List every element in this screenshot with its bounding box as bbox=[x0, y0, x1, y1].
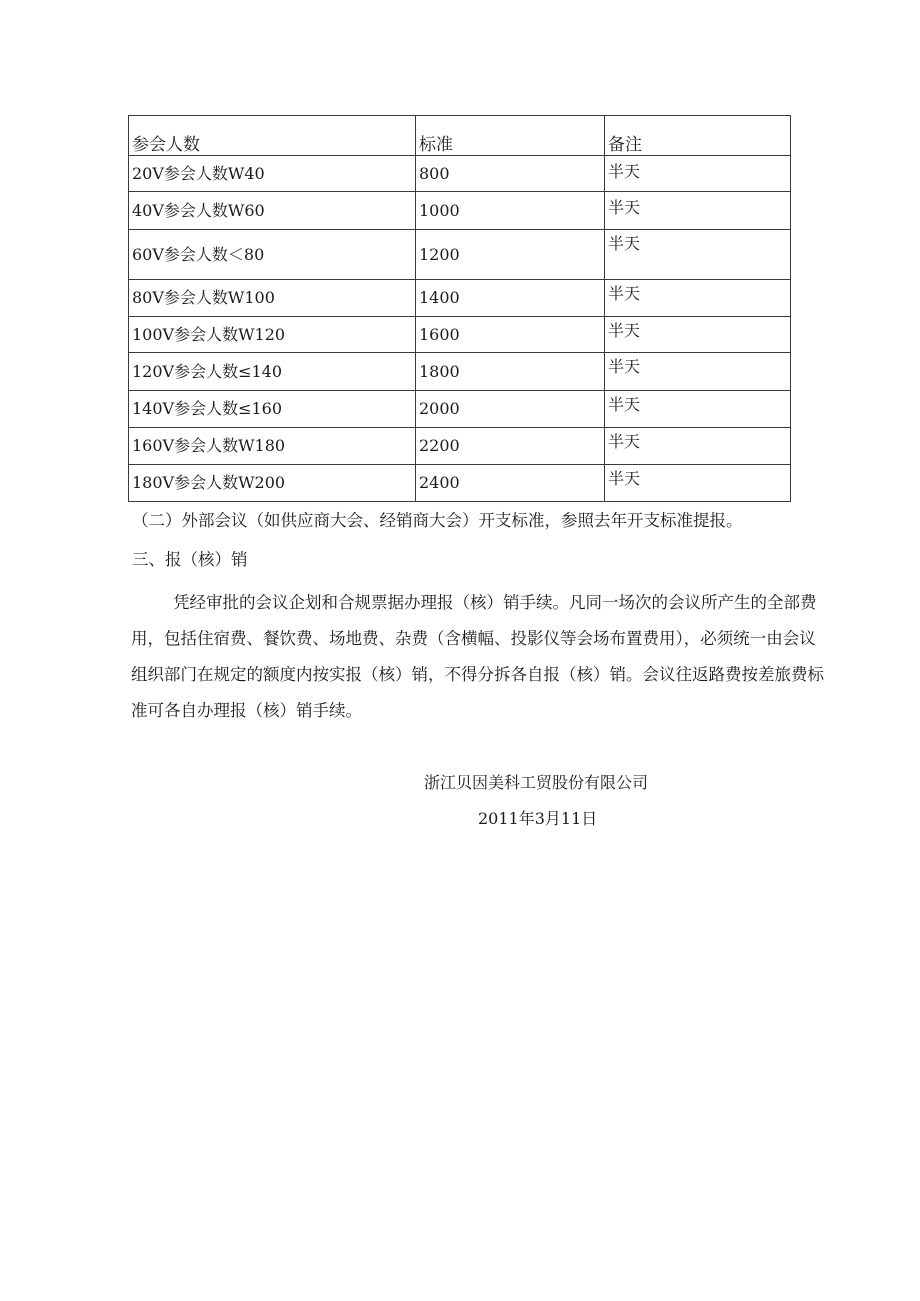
cell-note: 半天 bbox=[605, 428, 791, 465]
signature-company: 浙江贝因美科工贸股份有限公司 bbox=[424, 773, 649, 792]
cell-standard: 2000 bbox=[416, 391, 605, 428]
header-attendees: 参会人数 bbox=[129, 116, 416, 156]
cell-range: 120V参会人数≤140 bbox=[129, 353, 416, 391]
cell-note: 半天 bbox=[605, 156, 791, 192]
table-row bbox=[129, 230, 791, 280]
paragraph-line: 组织部门在规定的额度内按实报（核）销，不得分拆各自报（核）销。会议往返路费按差旅费标 bbox=[131, 665, 824, 684]
cell-standard: 1200 bbox=[416, 230, 605, 280]
cell-standard: 800 bbox=[416, 156, 605, 192]
header-note: 备注 bbox=[605, 116, 791, 156]
section-three-heading: 三、报（核）销 bbox=[132, 550, 248, 569]
cell-note: 半天 bbox=[605, 465, 791, 502]
cell-standard: 1800 bbox=[416, 353, 605, 391]
table-row bbox=[129, 465, 791, 502]
cell-standard: 1000 bbox=[416, 192, 605, 230]
cell-range: 140V参会人数≤160 bbox=[129, 391, 416, 428]
cell-note: 半天 bbox=[605, 317, 791, 353]
cell-range: 40V参会人数W60 bbox=[129, 192, 416, 230]
external-meeting-paragraph: （二）外部会议（如供应商大会、经销商大会）开支标准，参照去年开支标准提报。 bbox=[132, 511, 743, 530]
paragraph-line: 凭经审批的会议企划和合规票据办理报（核）销手续。凡同一场次的会议所产生的全部费 bbox=[173, 593, 817, 612]
meeting-standard-table bbox=[128, 115, 791, 502]
signature-date: 2011年3月11日 bbox=[478, 809, 598, 828]
cell-note: 半天 bbox=[605, 230, 791, 280]
cell-standard: 1400 bbox=[416, 280, 605, 317]
cell-range: 20V参会人数W40 bbox=[129, 156, 416, 192]
reimbursement-paragraph bbox=[131, 585, 824, 729]
cell-note: 半天 bbox=[605, 280, 791, 317]
cell-note: 半天 bbox=[605, 391, 791, 428]
cell-note: 半天 bbox=[605, 353, 791, 391]
table-row bbox=[129, 391, 791, 428]
cell-standard: 2400 bbox=[416, 465, 605, 502]
cell-standard: 2200 bbox=[416, 428, 605, 465]
cell-range: 180V参会人数W200 bbox=[129, 465, 416, 502]
table-row bbox=[129, 280, 791, 317]
table-row bbox=[129, 428, 791, 465]
table-row bbox=[129, 156, 791, 192]
cell-range: 100V参会人数W120 bbox=[129, 317, 416, 353]
cell-range: 160V参会人数W180 bbox=[129, 428, 416, 465]
table-row bbox=[129, 353, 791, 391]
cell-range: 80V参会人数W100 bbox=[129, 280, 416, 317]
header-standard: 标准 bbox=[416, 116, 605, 156]
paragraph-line: 准可各自办理报（核）销手续。 bbox=[131, 701, 362, 720]
table-header-row bbox=[129, 116, 791, 156]
paragraph-line: 用，包括住宿费、餐饮费、场地费、杂费（含横幅、投影仪等会场布置费用），必须统一由会议 bbox=[131, 629, 816, 648]
cell-note: 半天 bbox=[605, 192, 791, 230]
cell-standard: 1600 bbox=[416, 317, 605, 353]
cell-range: 60V参会人数＜80 bbox=[129, 230, 416, 280]
table-row bbox=[129, 317, 791, 353]
table-row bbox=[129, 192, 791, 230]
